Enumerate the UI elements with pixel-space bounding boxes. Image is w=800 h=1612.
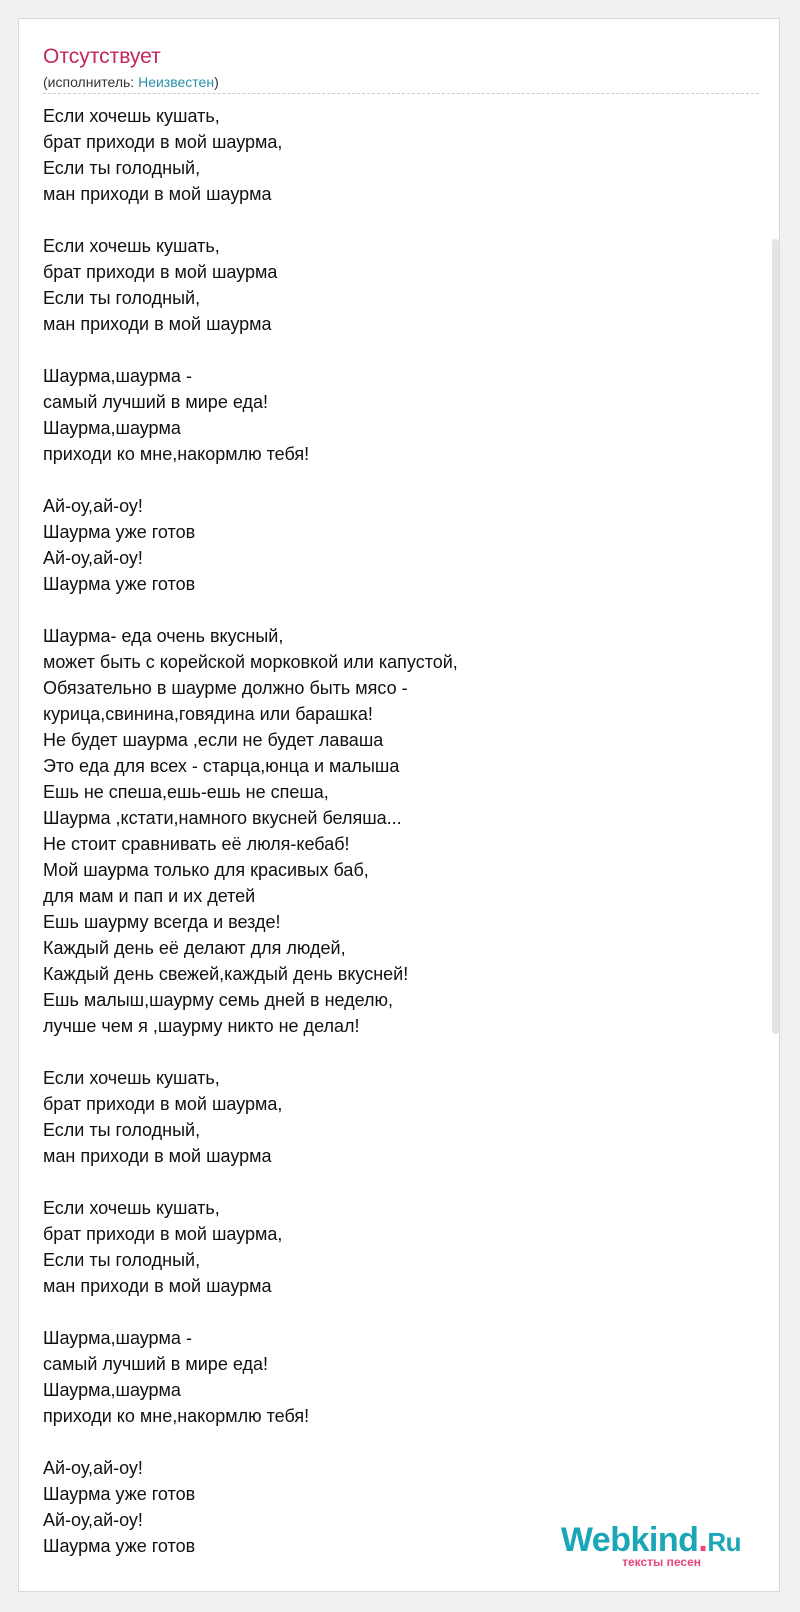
lyric-line: Если хочешь кушать,	[43, 1068, 220, 1088]
lyrics-card	[18, 18, 780, 1592]
lyric-line: Это еда для всех - старца,юнца и малыша	[43, 756, 400, 776]
lyric-line: Каждый день свежей,каждый день вкусней!	[43, 964, 409, 984]
lyric-line: приходи ко мне,накормлю тебя!	[43, 1406, 310, 1426]
lyric-line: курица,свинина,говядина или барашка!	[43, 704, 373, 724]
stanza-gap	[43, 1299, 759, 1325]
lyric-line: Шаурма ,кстати,намного вкусней беляша...	[43, 808, 402, 828]
lyric-line: ман приходи в мой шаурма	[43, 1276, 272, 1296]
stanza-gap	[43, 597, 759, 623]
lyric-line: Каждый день её делают для людей,	[43, 938, 346, 958]
lyric-line: Если хочешь кушать,	[43, 1198, 220, 1218]
lyric-line: Ешь малыш,шаурму семь дней в неделю,	[43, 990, 394, 1010]
stanza-gap	[43, 337, 759, 363]
performer-prefix: (исполнитель:	[43, 74, 139, 90]
lyric-line: самый лучший в мире еда!	[43, 392, 268, 412]
lyric-line: Если ты голодный,	[43, 1120, 201, 1140]
lyric-line: Ай-оу,ай-оу!	[43, 496, 143, 516]
lyric-line: Шаурма,шаурма	[43, 1380, 181, 1400]
stanza-gap	[43, 207, 759, 233]
stanza-gap	[43, 467, 759, 493]
lyric-line: Ай-оу,ай-оу!	[43, 1458, 143, 1478]
lyric-line: Не будет шаурма ,если не будет лаваша	[43, 730, 384, 750]
lyric-line: Шаурма уже готов	[43, 574, 196, 594]
lyric-line: Шаурма уже готов	[43, 1484, 196, 1504]
logo-dot: .	[698, 1521, 708, 1559]
lyric-line: Шаурма уже готов	[43, 522, 196, 542]
lyric-line: Шаурма,шаурма -	[43, 366, 192, 386]
performer-line	[43, 74, 219, 90]
lyric-line: ман приходи в мой шаурма	[43, 184, 272, 204]
lyric-line: Если хочешь кушать,	[43, 236, 220, 256]
scrollbar[interactable]	[772, 239, 779, 1034]
lyric-line: Шаурма,шаурма	[43, 418, 181, 438]
lyric-line: Мой шаурма только для красивых баб,	[43, 860, 369, 880]
lyric-line: Если ты голодный,	[43, 288, 201, 308]
lyric-line: Ай-оу,ай-оу!	[43, 548, 143, 568]
lyric-line: брат приходи в мой шаурма	[43, 262, 278, 282]
lyric-line: приходи ко мне,накормлю тебя!	[43, 444, 310, 464]
lyric-line: Не стоит сравнивать её люля-кебаб!	[43, 834, 350, 854]
stanza-gap	[43, 1429, 759, 1455]
lyric-line: Если ты голодный,	[43, 1250, 201, 1270]
song-title: Отсутствует	[43, 45, 161, 68]
lyric-line: может быть с корейской морковкой или капустой,	[43, 652, 458, 672]
stanza-gap	[43, 1039, 759, 1065]
lyric-line: брат приходи в мой шаурма,	[43, 1224, 283, 1244]
lyric-line: Шаурма,шаурма -	[43, 1328, 192, 1348]
site-logo[interactable]	[561, 1523, 741, 1569]
stanza-gap	[43, 1169, 759, 1195]
lyrics-body	[43, 103, 759, 1559]
lyric-line: Ешь не спеша,ешь-ешь не спеша,	[43, 782, 329, 802]
lyric-line: Ешь шаурму всегда и везде!	[43, 912, 281, 932]
lyric-line: самый лучший в мире еда!	[43, 1354, 268, 1374]
lyric-line: Ай-оу,ай-оу!	[43, 1510, 143, 1530]
lyric-line: Шаурма уже готов	[43, 1536, 196, 1556]
lyric-line: Если ты голодный,	[43, 158, 201, 178]
lyric-line: брат приходи в мой шаурма,	[43, 1094, 283, 1114]
logo-wordmark	[561, 1523, 741, 1559]
logo-tld: Ru	[707, 1527, 741, 1557]
lyric-line: лучше чем я ,шаурму никто не делал!	[43, 1016, 360, 1036]
lyric-line: брат приходи в мой шаурма,	[43, 132, 283, 152]
artist-link[interactable]: Неизвестен	[138, 74, 215, 90]
lyric-line: Шаурма- еда очень вкусный,	[43, 626, 284, 646]
logo-word: Webkind	[560, 1521, 699, 1559]
lyric-line: Обязательно в шаурме должно быть мясо -	[43, 678, 408, 698]
lyric-line: ман приходи в мой шаурма	[43, 314, 272, 334]
performer-suffix: )	[214, 74, 219, 90]
lyric-line: Если хочешь кушать,	[43, 106, 220, 126]
lyric-line: ман приходи в мой шаурма	[43, 1146, 272, 1166]
logo-tagline: тексты песен	[622, 1555, 701, 1569]
lyric-line: для мам и пап и их детей	[43, 886, 256, 906]
title-divider	[43, 93, 759, 94]
